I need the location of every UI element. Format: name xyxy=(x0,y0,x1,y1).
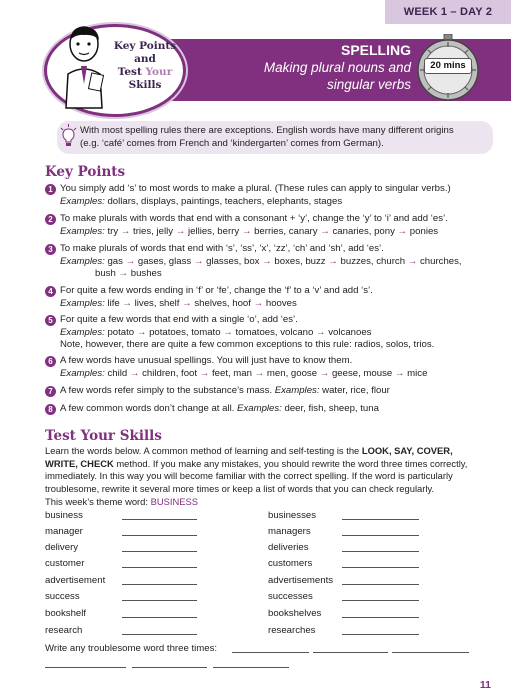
answer-blank[interactable] xyxy=(122,584,197,585)
logo-word-your: Your xyxy=(145,66,173,78)
instructions-line-1: Learn the words below. A common method of learning and self-testing is the LOOK, SAY, COVER, xyxy=(45,445,453,456)
word-singular: success xyxy=(45,591,80,602)
answer-blank[interactable] xyxy=(232,652,309,653)
test-your-skills-heading: Test Your Skills xyxy=(45,428,162,444)
page-subtitle-line2: singular verbs xyxy=(326,77,411,92)
word-singular: customer xyxy=(45,558,85,569)
word-row xyxy=(45,526,505,538)
examples-label: Examples: xyxy=(60,225,105,237)
arrow-icon: → xyxy=(199,367,210,379)
lightbulb-icon xyxy=(60,124,77,148)
word-singular: bookshelf xyxy=(45,608,87,619)
answer-blank[interactable] xyxy=(313,652,388,653)
theme-word-label: This week’s theme word: xyxy=(45,496,151,507)
bullet-number: 2 xyxy=(45,214,56,225)
timer-label: 20 mins xyxy=(424,58,472,74)
page-number: 11 xyxy=(479,679,491,691)
student-mascot-icon xyxy=(54,22,114,112)
bullet-number: 6 xyxy=(45,356,56,367)
troublesome-label: Write any troublesome word three times: xyxy=(45,643,218,654)
example-line-continued: bush → bushes xyxy=(95,268,162,279)
word-plural: researches xyxy=(268,625,316,636)
word-plural: successes xyxy=(268,591,313,602)
example-line: Examples: gas → gases, glass → glasses, box → boxes, buzz → buzzes, church → churches, xyxy=(60,255,462,267)
answer-blank[interactable] xyxy=(122,600,197,601)
arrow-icon: → xyxy=(223,326,233,338)
word-row xyxy=(45,510,505,522)
instructions-line-4: troublesome, rewrite it several more times or keep a list of words that you can check regularly. xyxy=(45,482,435,494)
example-line: Examples: try → tries, jelly → jellies, berry → berries, canary → canaries, pony → ponies xyxy=(60,225,439,237)
rule-text: For quite a few words ending in ‘f’ or ‘fe’, change the ‘f’ to a ‘v’ and add ‘s’. xyxy=(60,285,373,296)
info-line-1: With most spelling rules there are exceptions. English words have many different origins xyxy=(80,125,454,136)
answer-blank[interactable] xyxy=(213,667,289,668)
example-line xyxy=(60,196,500,209)
rule-text: You simply add ‘s’ to most words to make a plural. (These rules can apply to singular verbs.) xyxy=(60,183,451,194)
arrow-icon: → xyxy=(320,225,330,237)
arrow-icon: → xyxy=(254,367,265,379)
answer-blank[interactable] xyxy=(342,567,419,568)
arrow-icon: → xyxy=(319,367,330,379)
troublesome-word-row xyxy=(45,658,505,670)
word-singular: advertisement xyxy=(45,575,106,586)
word-singular: business xyxy=(45,510,83,521)
answer-blank[interactable] xyxy=(342,617,419,618)
bullet-number: 3 xyxy=(45,244,56,255)
bullet-number: 1 xyxy=(45,184,56,195)
logo-line-key-points: Key Points xyxy=(113,40,177,52)
examples-label: Examples: xyxy=(274,385,320,396)
answer-blank[interactable] xyxy=(122,567,197,568)
answer-blank[interactable] xyxy=(342,634,419,635)
word-row xyxy=(45,542,505,554)
rule-text: A few words refer simply to the substance’s mass. Examples: water, rice, flour xyxy=(60,385,390,396)
arrow-icon: → xyxy=(182,297,192,309)
example-line: Examples: life → lives, shelf → shelves, hoof → hooves xyxy=(60,297,297,309)
examples-label: Examples: xyxy=(60,367,105,379)
method-name: LOOK, SAY, COVER, xyxy=(361,445,453,456)
answer-blank[interactable] xyxy=(392,652,469,653)
answer-blank[interactable] xyxy=(122,634,197,635)
word-plural: customers xyxy=(268,558,313,569)
rule-text: To make plurals with words that end with a consonant + ‘y’, change the ‘y’ to ‘i’ and add ‘es’. xyxy=(60,213,448,224)
theme-word: BUSINESS xyxy=(150,496,199,507)
page-subtitle-line1: Making plural nouns and xyxy=(263,60,411,75)
bullet-number: 4 xyxy=(45,286,56,297)
arrow-icon: → xyxy=(136,326,147,338)
instructions-paragraph xyxy=(45,445,505,509)
word-singular: research xyxy=(45,625,83,636)
answer-blank[interactable] xyxy=(342,551,419,552)
rule-text: A few common words don’t change at all. Examples: deer, fish, sheep, tuna xyxy=(60,403,379,414)
word-plural: businesses xyxy=(268,510,316,521)
bullet-number: 5 xyxy=(45,315,56,326)
examples-label: Examples: xyxy=(60,255,105,267)
logo-line-skills: Skills xyxy=(128,79,162,91)
examples-label: Examples: xyxy=(237,403,282,414)
info-text xyxy=(80,125,490,150)
word-plural: bookshelves xyxy=(268,608,322,619)
arrow-icon: → xyxy=(193,255,204,267)
arrow-icon: → xyxy=(129,367,140,379)
logo-word-test: Test xyxy=(117,66,146,78)
rule-text: A few words have unusual spellings. You will just have to know them. xyxy=(60,355,353,366)
arrow-icon: → xyxy=(122,297,132,309)
word-row xyxy=(45,575,505,587)
troublesome-word-row xyxy=(45,643,505,655)
example-line: Examples: child → children, foot → feet, man → men, goose → geese, mouse → mice xyxy=(60,367,428,379)
logo-caption xyxy=(110,40,180,92)
theme-word-line xyxy=(45,496,505,509)
answer-blank[interactable] xyxy=(342,584,419,585)
note-text: Note, however, there are quite a few common exceptions to this rule: radios, solos, trios. xyxy=(60,339,435,350)
bullet-number: 8 xyxy=(45,404,56,415)
arrow-icon: → xyxy=(262,255,272,267)
arrow-icon: → xyxy=(394,367,405,379)
answer-blank[interactable] xyxy=(122,617,197,618)
word-row xyxy=(45,591,505,603)
arrow-icon: → xyxy=(120,225,131,237)
arrow-icon: → xyxy=(407,255,418,267)
instructions-line-2: WRITE, CHECK method. If you make any mistakes, you should rewrite the word three times correctly, xyxy=(45,457,468,469)
key-points-heading: Key Points xyxy=(45,164,126,180)
examples-label: Examples: xyxy=(60,326,105,338)
answer-blank[interactable] xyxy=(342,535,419,536)
info-line-2: (e.g. ‘café’ comes from French and ‘kindergarten’ comes from German). xyxy=(80,137,384,149)
week-day-tab: WEEK 1 – DAY 2 xyxy=(385,0,511,24)
word-plural: managers xyxy=(268,526,311,537)
word-row xyxy=(45,558,505,570)
examples-label: Examples: xyxy=(60,297,105,309)
example-line: Examples: potato → potatoes, tomato → tomatoes, volcano → volcanoes xyxy=(60,326,372,338)
word-row xyxy=(45,625,505,637)
examples-text: dollars, displays, paintings, teachers, elephants, stages xyxy=(104,195,343,207)
rule-text: For quite a few words that end with a single ‘o’, add ‘es’. xyxy=(60,314,298,325)
word-singular: delivery xyxy=(45,542,79,553)
method-name: WRITE, CHECK xyxy=(45,457,114,469)
answer-blank[interactable] xyxy=(122,519,197,520)
arrow-icon: → xyxy=(125,255,136,267)
answer-blank[interactable] xyxy=(122,551,197,552)
rule-text: To make plurals of words that end with ‘s’, ‘ss’, ‘x’, ‘zz’, ‘ch’ and ‘sh’, add ‘es’. xyxy=(60,243,384,254)
arrow-icon: → xyxy=(241,225,252,237)
arrow-icon: → xyxy=(118,268,129,279)
examples-label: Examples: xyxy=(60,195,105,207)
arrow-icon: → xyxy=(328,255,338,267)
word-singular: manager xyxy=(45,526,83,537)
arrow-icon: → xyxy=(316,326,326,338)
bullet-number: 7 xyxy=(45,386,56,397)
logo-line-test-your xyxy=(110,66,180,79)
word-plural: advertisements xyxy=(268,575,334,586)
answer-blank[interactable] xyxy=(342,600,419,601)
answer-blank[interactable] xyxy=(342,519,419,520)
word-row xyxy=(45,608,505,620)
answer-blank[interactable] xyxy=(122,535,197,536)
instructions-line-3: immediately. In this way you will become familiar with the correct spelling. If the word is particularly xyxy=(45,470,453,481)
arrow-icon: → xyxy=(397,225,408,237)
arrow-icon: → xyxy=(175,225,186,237)
answer-blank[interactable] xyxy=(45,667,126,668)
answer-blank[interactable] xyxy=(132,667,207,668)
arrow-icon: → xyxy=(253,297,264,309)
logo-line-and: and xyxy=(134,53,156,65)
page-title: SPELLING xyxy=(340,42,411,58)
word-plural: deliveries xyxy=(268,542,309,553)
